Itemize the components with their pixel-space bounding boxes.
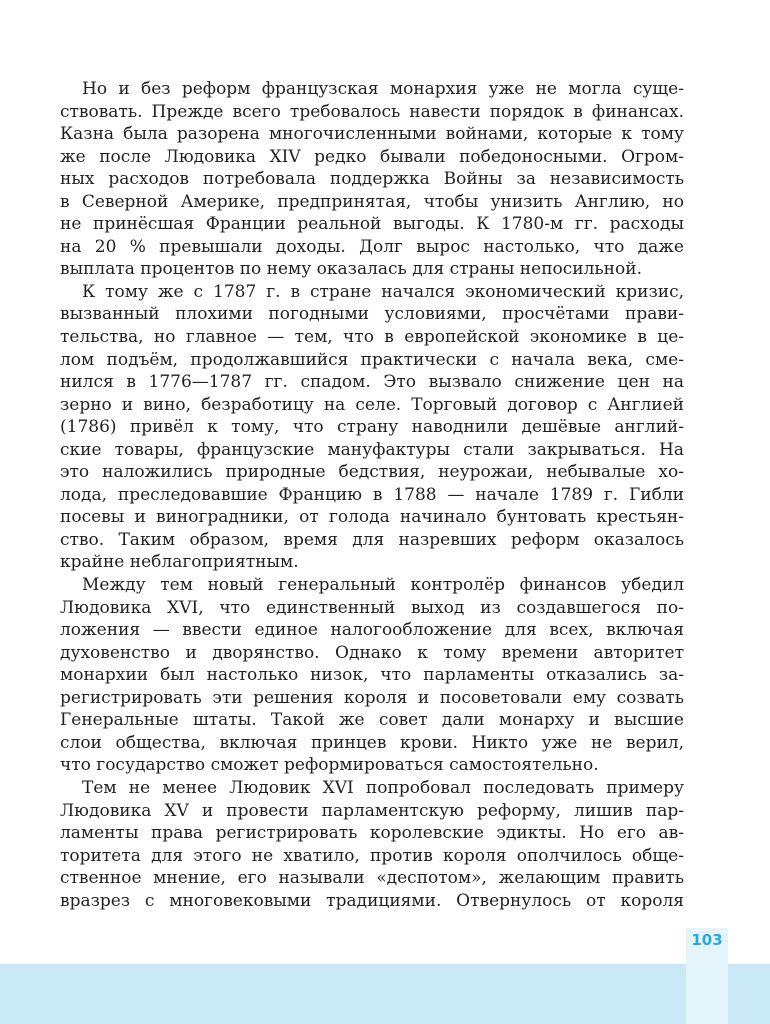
text-line: Между тем новый генеральный контролёр финансов убедил — [82, 575, 684, 596]
text-line: не принёсшая Франции реальной выгоды. К 1780-м гг. расходы — [60, 214, 684, 235]
text-line: ственное мнение, его называли «деспотом», желающим править — [60, 868, 684, 889]
text-line: вызванный плохими погодными условиями, просчётами прави- — [60, 304, 684, 325]
text-line: выплата процентов по нему оказалась для страны непосильной. — [60, 259, 642, 280]
text-line: это наложились природные бедствия, неурожаи, небывалые хо- — [60, 462, 684, 483]
text-line: К тому же с 1787 г. в стране начался экономический кризис, — [82, 281, 684, 302]
text-line: Но и без реформ французская монархия уже не могла суще- — [82, 79, 684, 99]
text-line: Тем не менее Людовик XVI попробовал последовать примеру — [82, 777, 684, 798]
text-line: посевы и виноградники, от голода начинало бунтовать крестьян- — [60, 507, 684, 528]
text-line: же после Людовика XIV редко бывали победоносными. Огром- — [60, 146, 684, 167]
text-line: тельства, но главное — тем, что в европейской экономике в це- — [60, 327, 684, 348]
text-line: ных расходов потребовала поддержка Войны за независимость — [60, 169, 684, 190]
text-line: (1786) привёл к тому, что страну наводнили дешёвые англий- — [60, 417, 684, 438]
text-line: регистрировать эти решения короля и посоветовали ему созвать — [60, 687, 684, 708]
text-line: ламенты права регистрировать королевские эдикты. Но его ав- — [60, 823, 684, 844]
page-number: 103 — [691, 931, 723, 949]
footer-band — [0, 964, 770, 1024]
text-line: Людовика XV и провести парламентскую реформу, лишив пар- — [60, 800, 684, 821]
text-line: Генеральные штаты. Такой же совет дали монарху и высшие — [60, 710, 684, 731]
text-line: Людовика XVI, что единственный выход из создавшегося по- — [60, 597, 684, 618]
page-body-text — [60, 78, 684, 912]
text-line: ствовать. Прежде всего требовалось навести порядок в финансах. — [60, 101, 684, 122]
text-line: Казна была разорена многочисленными войнами, которые к тому — [60, 124, 684, 145]
text-line: вразрез с многовековыми традициями. Отвернулось от короля — [60, 890, 684, 911]
text-line: в Северной Америке, предпринятая, чтобы унизить Англию, но — [60, 191, 684, 212]
text-line: ские товары, французские мануфактуры стали закрываться. На — [60, 439, 684, 460]
text-line: духовенство и дворянство. Однако к тому времени авторитет — [60, 642, 684, 663]
text-line: нился в 1776—1787 гг. спадом. Это вызвало снижение цен на — [60, 372, 684, 393]
text-line: лода, преследовавшие Францию в 1788 — начале 1789 г. Гибли — [60, 484, 684, 505]
text-line: монархии был настолько низок, что парламенты отказались за- — [60, 665, 684, 686]
text-line: ложения — ввести единое налогообложение для всех, включая — [60, 620, 684, 641]
text-line: слои общества, включая принцев крови. Никто уже не верил, — [60, 732, 684, 753]
text-line: на 20 % превышали доходы. Долг вырос настолько, что даже — [60, 236, 684, 257]
text-line: что государство сможет реформироваться самостоятельно. — [60, 755, 599, 776]
text-line: торитета для этого не хватило, против короля ополчилось обще- — [60, 845, 684, 866]
text-line: ство. Таким образом, время для назревших реформ оказалось — [60, 529, 684, 550]
text-line: лом подъём, продолжавшийся практически с начала века, сме- — [60, 349, 684, 370]
text-line: зерно и вино, безработицу на селе. Торговый договор с Англией — [60, 394, 684, 415]
text-line: крайне неблагоприятным. — [60, 552, 299, 573]
